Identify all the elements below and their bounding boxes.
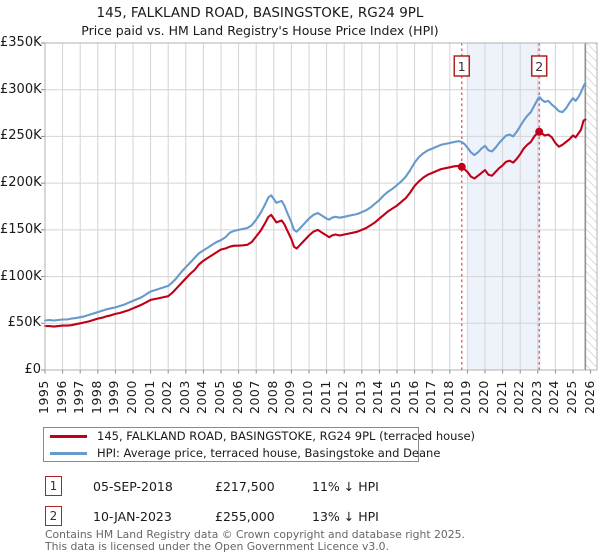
x-axis-tick-label: 2014 xyxy=(370,380,386,414)
future-hatch-rect xyxy=(585,43,597,370)
legend-row-hpi xyxy=(50,446,441,460)
x-axis-tick-label: 2023 xyxy=(528,380,544,414)
transaction-row xyxy=(45,506,585,526)
hpi-line-label: HPI: Average price, terraced house, Basingstoke and Deane xyxy=(97,446,441,460)
transaction-hpi-delta: 11% ↓ HPI xyxy=(312,478,379,494)
x-axis-tick-label: 2024 xyxy=(546,380,562,414)
transaction-number-badge: 1 xyxy=(45,476,62,496)
sale-point-dot xyxy=(458,163,466,171)
x-axis-tick-label: 2002 xyxy=(159,380,175,414)
x-axis-tick-label: 2017 xyxy=(423,380,439,414)
x-axis-tick-label: 2019 xyxy=(458,380,474,414)
y-axis-tick-label: £50K xyxy=(7,315,41,331)
transaction-row xyxy=(45,476,585,496)
x-axis-tick-label: 1997 xyxy=(71,380,87,414)
y-axis-tick-label: £300K xyxy=(0,81,42,97)
highlight-band-rect xyxy=(468,43,544,370)
y-axis-tick-label: £200K xyxy=(0,175,42,191)
chart-legend xyxy=(43,427,476,462)
sale-period-highlight-band xyxy=(468,43,544,370)
x-axis-tick-label: 2008 xyxy=(264,380,280,414)
x-axis-tick-label: 1999 xyxy=(106,380,122,414)
future-hatch-region xyxy=(585,43,597,370)
y-axis-tick-label: £100K xyxy=(0,268,42,284)
x-axis-tick-label: 2006 xyxy=(229,380,245,414)
y-axis-tick-label: £0 xyxy=(24,362,41,377)
x-axis-tick-label: 2007 xyxy=(247,380,263,414)
sale-number-text: 2 xyxy=(535,59,544,74)
transaction-price: £217,500 xyxy=(215,478,275,494)
property-line-swatch xyxy=(50,435,87,438)
page-subtitle: Price paid vs. HM Land Registry's House Price Index (HPI) xyxy=(81,23,439,38)
license-footer-line1: Contains HM Land Registry data © Crown copyright and database right 2025. xyxy=(45,528,465,541)
x-axis-tick-label: 2004 xyxy=(194,380,210,414)
property-line-label: 145, FALKLAND ROAD, BASINGSTOKE, RG24 9PL (terraced house) xyxy=(97,429,476,443)
transaction-date: 10-JAN-2023 xyxy=(93,508,172,524)
legend-row-property xyxy=(50,429,476,443)
x-axis-tick-label: 2010 xyxy=(300,380,315,414)
y-axis-tick-label: £350K xyxy=(0,35,42,50)
transaction-date: 05-SEP-2018 xyxy=(93,478,173,494)
sale-number-text: 1 xyxy=(457,59,466,74)
y-axis-tick-label: £250K xyxy=(0,128,42,144)
x-axis-tick-label: 2021 xyxy=(493,380,509,414)
x-axis-tick-label: 1995 xyxy=(36,380,51,414)
license-footer-line2: This data is licensed under the Open Government Licence v3.0. xyxy=(45,539,389,553)
transaction-price: £255,000 xyxy=(215,508,275,524)
x-axis-tick-label: 2018 xyxy=(440,380,456,414)
y-axis-tick-label: £150K xyxy=(0,221,42,237)
page-title: 145, FALKLAND ROAD, BASINGSTOKE, RG24 9PL xyxy=(96,5,424,21)
transaction-number-badge: 2 xyxy=(45,506,62,526)
x-axis-tick-label: 2015 xyxy=(388,380,403,414)
x-axis-tick-label: 1998 xyxy=(88,380,104,414)
x-axis-tick-label: 2000 xyxy=(124,380,139,414)
x-axis-tick-label: 1996 xyxy=(53,380,69,414)
license-footer xyxy=(45,529,465,552)
x-axis-tick-label: 2025 xyxy=(564,380,579,414)
x-axis-tick-label: 2005 xyxy=(212,380,227,414)
hpi-line-swatch xyxy=(50,452,87,455)
x-axis-tick-label: 2009 xyxy=(282,380,298,414)
x-axis-tick-label: 2026 xyxy=(581,380,597,414)
x-axis-tick-label: 2022 xyxy=(511,380,527,414)
x-axis-tick-label: 2001 xyxy=(141,380,157,414)
x-axis-tick-label: 2016 xyxy=(405,380,421,414)
transaction-hpi-delta: 13% ↓ HPI xyxy=(312,508,379,524)
x-axis-tick-label: 2020 xyxy=(476,380,491,414)
x-axis-tick-label: 2012 xyxy=(335,380,351,414)
transaction-table xyxy=(45,476,585,536)
sale-point-dot xyxy=(535,128,543,136)
x-axis-tick-label: 2013 xyxy=(352,380,368,414)
x-axis-tick-label: 2003 xyxy=(176,380,192,414)
x-axis-tick-label: 2011 xyxy=(317,380,333,414)
